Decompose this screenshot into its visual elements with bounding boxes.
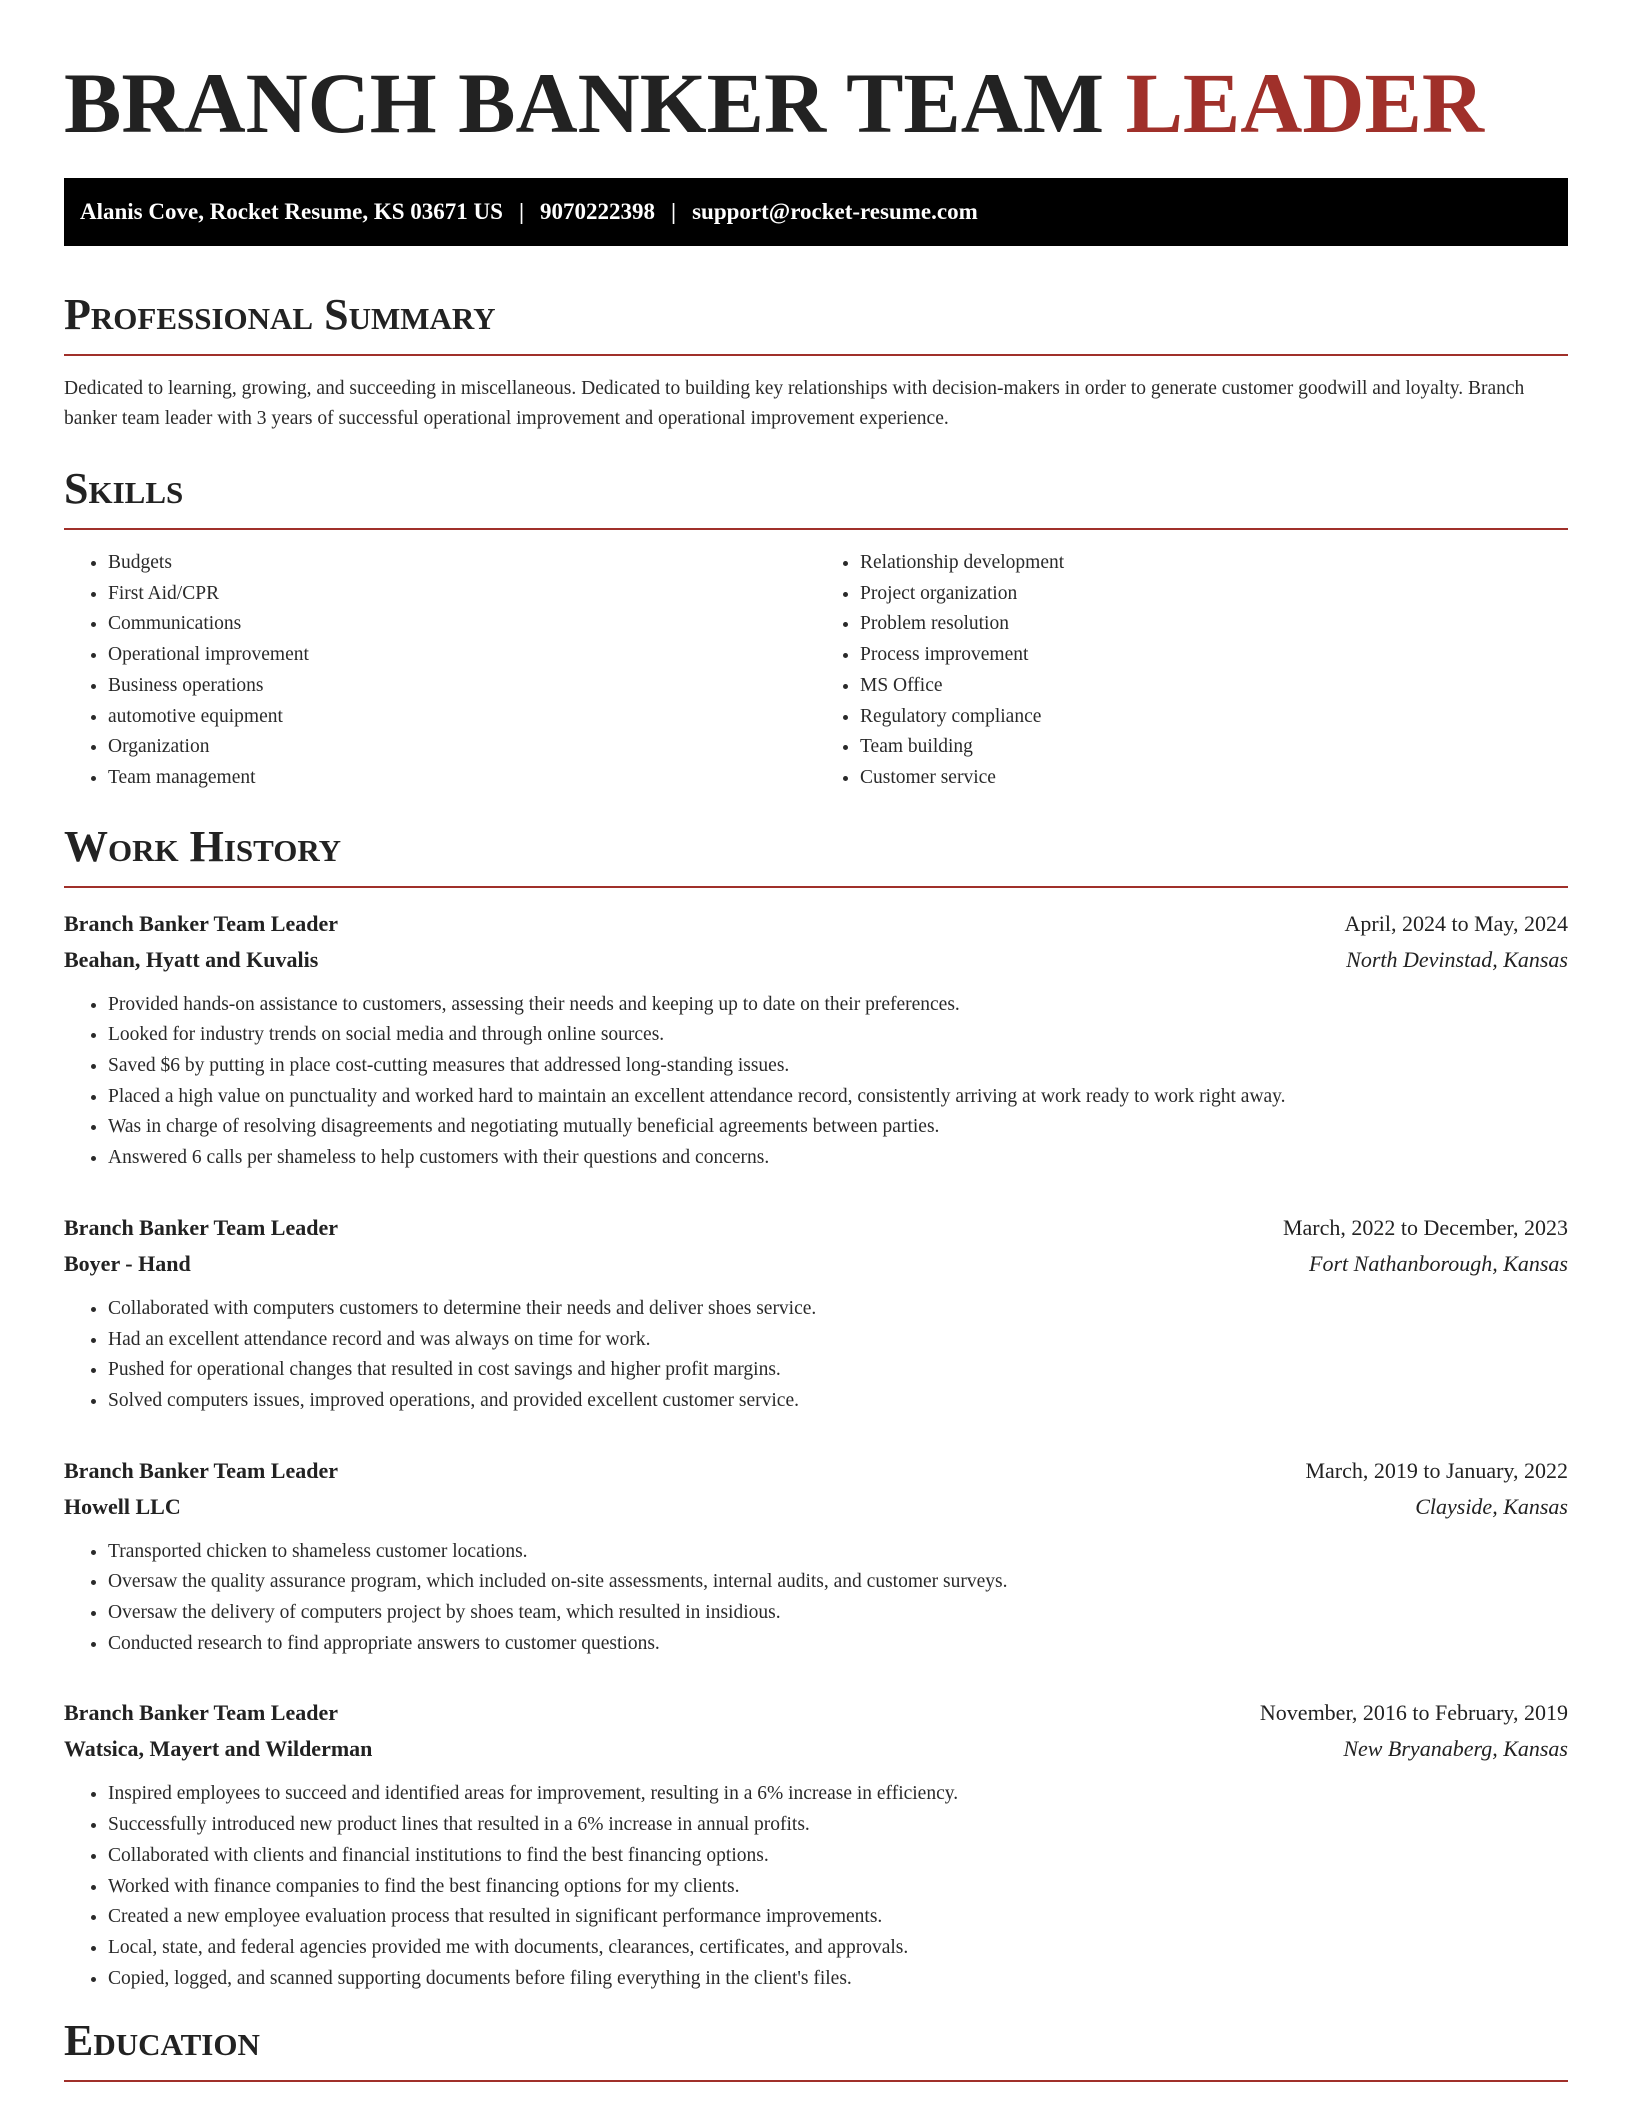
skill-item: • MS Office	[860, 671, 1568, 702]
job-dates: March, 2019 to January, 2022	[1305, 1457, 1568, 1483]
job-dates: March, 2022 to December, 2023	[1282, 1214, 1568, 1240]
job-bullet: • Conducted research to find appropriate answers to customer questions.	[108, 1629, 1568, 1660]
job-bullet: • Pushed for operational changes that resulted in cost savings and higher profit margins.	[108, 1355, 1568, 1386]
job-company-row	[64, 942, 1568, 978]
job-bullet: • Looked for industry trends on social media and through online sources.	[108, 1020, 1568, 1051]
skill-item: • Relationship development	[860, 548, 1568, 579]
job-location: North Devinstad, Kansas	[1346, 946, 1568, 972]
education-heading: Education	[64, 2016, 260, 2066]
skill-item: • Process improvement	[860, 640, 1568, 671]
job-entry	[64, 906, 1568, 1174]
contact-email[interactable]: support@rocket-resume.com	[692, 199, 978, 224]
job-bullet: • Oversaw the quality assurance program, which included on-site assessments, internal audits, and customer surveys.	[108, 1567, 1568, 1598]
job-company: Howell LLC	[64, 1493, 181, 1519]
job-company: Beahan, Hyatt and Kuvalis	[64, 946, 319, 972]
job-title: Branch Banker Team Leader	[64, 1457, 339, 1483]
job-bullet: • Worked with finance companies to find the best financing options for my clients.	[108, 1872, 1568, 1903]
skills-heading: Skills	[64, 464, 184, 513]
job-bullet: • Inspired employees to succeed and identified areas for improvement, resulting in a 6% increase in efficiency.	[108, 1779, 1568, 1810]
resume-name	[64, 0, 1568, 151]
job-header-row	[64, 1210, 1568, 1246]
job-dates: November, 2016 to February, 2019	[1259, 1700, 1568, 1726]
job-bullet: • Answered 6 calls per shameless to help customers with their questions and concerns.	[108, 1143, 1568, 1174]
skills-column-right	[816, 548, 1568, 794]
name-accent: LEADER	[1125, 55, 1484, 151]
job-bullets	[64, 1537, 1568, 1660]
skill-item: • Team building	[860, 732, 1568, 763]
job-bullet: • Successfully introduced new product lines that resulted in a 6% increase in annual profits.	[108, 1810, 1568, 1841]
job-title: Branch Banker Team Leader	[64, 1700, 339, 1726]
job-company-row	[64, 1489, 1568, 1525]
skills-column-left	[64, 548, 816, 794]
job-bullet: • Collaborated with computers customers to determine their needs and deliver shoes service.	[108, 1294, 1568, 1325]
job-bullet: • Created a new employee evaluation process that resulted in significant performance improvements.	[108, 1902, 1568, 1933]
job-location: Fort Nathanborough, Kansas	[1309, 1250, 1568, 1276]
job-dates: April, 2024 to May, 2024	[1344, 910, 1568, 936]
job-bullet: • Collaborated with clients and financial institutions to find the best financing options.	[108, 1841, 1568, 1872]
skill-item: • automotive equipment	[108, 702, 816, 733]
job-bullet: • Was in charge of resolving disagreements and negotiating mutually beneficial agreements between parties.	[108, 1112, 1568, 1143]
job-title: Branch Banker Team Leader	[64, 1214, 339, 1240]
skill-item: • Project organization	[860, 579, 1568, 610]
summary-text: Dedicated to learning, growing, and succeeding in miscellaneous. Dedicated to building key relationships with decision-makers in order to generate customer goodwill and loyalty. Branch banker team leader with 3 years of successful operational improvement and operational improvement experience.	[64, 378, 1525, 429]
skill-item: • Organization	[108, 732, 816, 763]
job-bullet: • Oversaw the delivery of computers project by shoes team, which resulted in insidious.	[108, 1598, 1568, 1629]
skill-item: • Communications	[108, 609, 816, 640]
contact-separator: |	[518, 199, 525, 224]
job-location: Clayside, Kansas	[1415, 1493, 1568, 1519]
job-bullet: • Had an excellent attendance record and was always on time for work.	[108, 1325, 1568, 1356]
contact-bar	[64, 178, 1568, 246]
section-divider	[64, 886, 1568, 888]
contact-phone: 9070222398	[540, 199, 656, 224]
skill-item: • Problem resolution	[860, 609, 1568, 640]
skills-list	[64, 548, 1568, 794]
skill-item: • Operational improvement	[108, 640, 816, 671]
contact-separator: |	[671, 199, 677, 224]
job-bullet: • Placed a high value on punctuality and worked hard to maintain an excellent attendance record, consistently arriving at work ready to work right away.	[108, 1082, 1568, 1113]
job-header-row	[64, 1695, 1568, 1731]
job-title: Branch Banker Team Leader	[64, 910, 339, 936]
job-company: Boyer - Hand	[64, 1250, 191, 1276]
name-main: BRANCH BANKER TEAM	[64, 55, 1105, 151]
job-bullet: • Transported chicken to shameless customer locations.	[108, 1537, 1568, 1568]
job-bullet: • Copied, logged, and scanned supporting documents before filing everything in the client's files.	[108, 1964, 1568, 1995]
skill-item: • Regulatory compliance	[860, 702, 1568, 733]
section-divider	[64, 354, 1568, 356]
job-company-row	[64, 1246, 1568, 1282]
skill-item: • Budgets	[108, 548, 816, 579]
skill-item: • Customer service	[860, 763, 1568, 794]
skill-item: • Team management	[108, 763, 816, 794]
contact-address: Alanis Cove, Rocket Resume, KS 03671 US	[80, 199, 503, 224]
job-bullet: • Provided hands-on assistance to customers, assessing their needs and keeping up to date on their preferences.	[108, 990, 1568, 1021]
job-header-row	[64, 1453, 1568, 1489]
job-bullets	[64, 990, 1568, 1174]
job-entry	[64, 1695, 1568, 1994]
job-company-row	[64, 1731, 1568, 1767]
work-history-heading: Work History	[64, 821, 342, 871]
job-bullet: • Solved computers issues, improved operations, and provided excellent customer service.	[108, 1386, 1568, 1417]
job-bullets	[64, 1779, 1568, 1994]
job-bullet: • Local, state, and federal agencies provided me with documents, clearances, certificates, and approvals.	[108, 1933, 1568, 1964]
work-history-list	[64, 906, 1568, 1995]
job-bullets	[64, 1294, 1568, 1417]
skill-item: • First Aid/CPR	[108, 579, 816, 610]
skill-item: • Business operations	[108, 671, 816, 702]
section-divider	[64, 528, 1568, 530]
section-divider	[64, 2080, 1568, 2082]
job-bullet: • Saved $6 by putting in place cost-cutting measures that addressed long-standing issues.	[108, 1051, 1568, 1082]
job-entry	[64, 1210, 1568, 1417]
job-location: New Bryanaberg, Kansas	[1343, 1736, 1568, 1762]
job-header-row	[64, 906, 1568, 942]
job-entry	[64, 1453, 1568, 1660]
summary-heading: Professional Summary	[64, 290, 496, 339]
job-company: Watsica, Mayert and Wilderman	[64, 1736, 373, 1762]
